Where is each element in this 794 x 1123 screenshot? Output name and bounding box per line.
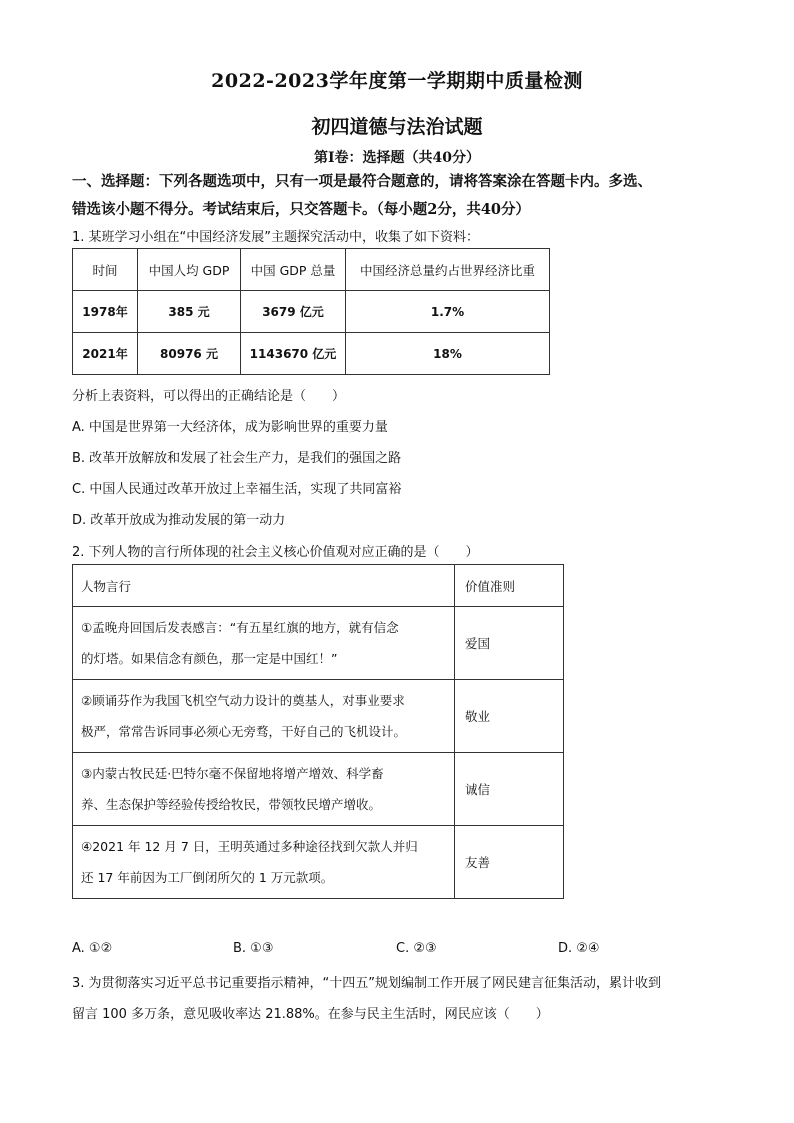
table-cell: 2021年 xyxy=(73,333,138,375)
table-header-cell: 中国 GDP 总量 xyxy=(241,249,346,291)
table-row xyxy=(73,607,564,680)
table-header-cell: 中国经济总量约占世界经济比重 xyxy=(346,249,550,291)
table-cell: 友善 xyxy=(455,826,564,899)
q1-option-a[interactable]: A. 中国是世界第一大经济体，成为影响世界的重要力量 xyxy=(72,420,388,435)
table-header-cell: 时间 xyxy=(73,249,138,291)
table-header-row xyxy=(73,249,550,291)
statement-line: ③内蒙古牧民廷·巴特尔毫不保留地将增产增效、科学畜 xyxy=(81,766,384,781)
table-cell: 80976 元 xyxy=(138,333,241,375)
table-cell: 爱国 xyxy=(455,607,564,680)
table-cell: 18% xyxy=(346,333,550,375)
table-cell: 1978年 xyxy=(73,291,138,333)
table-row xyxy=(73,333,550,375)
instructions-line-2: 错选该小题不得分。考试结束后，只交答题卡。（每小题2分，共40分） xyxy=(72,201,531,218)
q1-option-c[interactable]: C. 中国人民通过改革开放过上幸福生活，实现了共同富裕 xyxy=(72,482,402,497)
q2-stem: 2. 下列人物的言行所体现的社会主义核心价值观对应正确的是（ ） xyxy=(72,545,479,560)
q2-option-b[interactable]: B. ①③ xyxy=(233,941,274,956)
statement-line: 极严，常常告诉同事必须心无旁骛，干好自己的飞机设计。 xyxy=(81,724,407,739)
exam-subtitle: 初四道德与法治试题 xyxy=(311,116,483,138)
table-header-row xyxy=(73,565,564,607)
instructions-line-1: 一、选择题：下列各题选项中，只有一项是最符合题意的，请将答案涂在答题卡内。多选、 xyxy=(72,173,652,190)
statement-line: ④2021 年 12 月 7 日，王明英通过多种途径找到欠款人并归 xyxy=(81,839,418,854)
table-cell xyxy=(73,826,455,899)
table-cell xyxy=(73,607,455,680)
table-row xyxy=(73,826,564,899)
table-header-cell: 人物言行 xyxy=(73,565,455,607)
table-cell: 敬业 xyxy=(455,680,564,753)
q1-option-b[interactable]: B. 改革开放解放和发展了社会生产力，是我们的强国之路 xyxy=(72,451,402,466)
table-cell: 诚信 xyxy=(455,753,564,826)
q1-option-d[interactable]: D. 改革开放成为推动发展的第一动力 xyxy=(72,513,286,528)
exam-title: 2022-2023学年度第一学期期中质量检测 xyxy=(211,70,583,92)
section-instructions xyxy=(72,168,732,224)
statement-line: 养、生态保护等经验传授给牧民，带领牧民增产增收。 xyxy=(81,797,382,812)
table-cell: 385 元 xyxy=(138,291,241,333)
statement-line: ①孟晚舟回国后发表感言：“有五星红旗的地方，就有信念 xyxy=(81,620,399,635)
q3-stem-line-2: 留言 100 多万条，意见吸收率达 21.88%。在参与民主生活时，网民应该（ ） xyxy=(72,1007,549,1022)
table-header-cell: 价值准则 xyxy=(455,565,564,607)
table-cell: 1.7% xyxy=(346,291,550,333)
table-cell: 3679 亿元 xyxy=(241,291,346,333)
table-cell xyxy=(73,680,455,753)
statement-line: ②顾诵芬作为我国飞机空气动力设计的奠基人，对事业要求 xyxy=(81,693,405,708)
q2-values-table xyxy=(72,564,564,899)
q1-question: 分析上表资料，可以得出的正确结论是（ ） xyxy=(72,389,346,404)
table-cell: 1143670 亿元 xyxy=(241,333,346,375)
table-header-cell: 中国人均 GDP xyxy=(138,249,241,291)
q1-stem: 1. 某班学习小组在“中国经济发展”主题探究活动中，收集了如下资料： xyxy=(72,230,480,245)
table-row xyxy=(73,291,550,333)
q2-option-c[interactable]: C. ②③ xyxy=(396,941,437,956)
part-heading: 第Ⅰ卷：选择题（共40分） xyxy=(313,150,481,166)
statement-line: 的灯塔。如果信念有颜色，那一定是中国红！” xyxy=(81,651,338,666)
table-cell xyxy=(73,753,455,826)
q2-option-d[interactable]: D. ②④ xyxy=(558,941,600,956)
table-row xyxy=(73,753,564,826)
q1-data-table xyxy=(72,248,550,375)
q2-option-a[interactable]: A. ①② xyxy=(72,941,113,956)
statement-line: 还 17 年前因为工厂倒闭所欠的 1 万元款项。 xyxy=(81,870,334,885)
table-row xyxy=(73,680,564,753)
q3-stem-line-1: 3. 为贯彻落实习近平总书记重要指示精神，“十四五”规划编制工作开展了网民建言征集活动，累计收到 xyxy=(72,976,662,991)
